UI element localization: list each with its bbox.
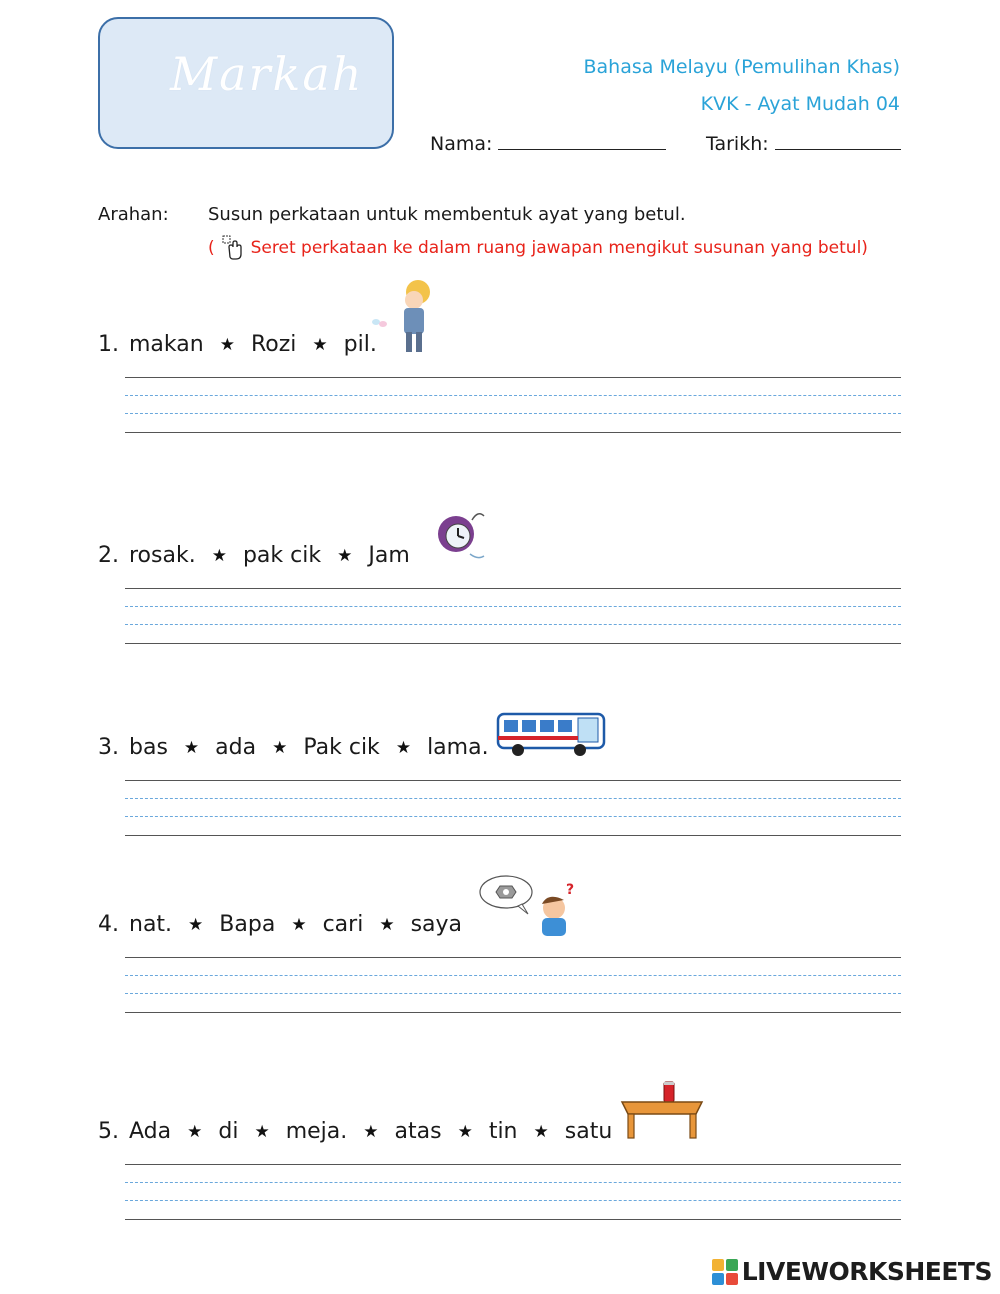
date-field[interactable] [706, 131, 901, 155]
bus-icon [496, 710, 608, 758]
name-blank[interactable] [498, 131, 666, 150]
answer-line-1[interactable] [125, 377, 901, 433]
liveworksheets-logo-icon [712, 1259, 738, 1285]
word-tile[interactable]: atas [394, 1119, 442, 1144]
star-separator-icon: ★ [291, 914, 307, 935]
star-separator-icon: ★ [183, 737, 200, 758]
date-label: Tarikh: [706, 133, 769, 155]
question-number: 2. [98, 543, 119, 568]
answer-line-5[interactable] [125, 1164, 901, 1220]
question-number: 3. [98, 735, 119, 760]
word-tile[interactable]: meja. [285, 1119, 348, 1144]
word-tile[interactable]: tin [488, 1119, 518, 1144]
question-number: 4. [98, 912, 119, 937]
word-tile[interactable]: cari [322, 912, 364, 937]
question-4 [98, 912, 464, 937]
question-5 [98, 1119, 614, 1144]
star-separator-icon: ★ [312, 334, 328, 355]
word-tile[interactable]: nat. [129, 912, 173, 937]
star-separator-icon: ★ [395, 737, 412, 758]
word-tile[interactable]: Jam [368, 543, 410, 568]
question-number: 1. [98, 332, 119, 357]
question-1 [98, 332, 379, 357]
word-tile[interactable]: satu [564, 1119, 613, 1144]
word-tile[interactable]: Ada [129, 1119, 172, 1144]
star-separator-icon: ★ [187, 1121, 203, 1142]
word-tile[interactable]: ada [215, 735, 257, 760]
question-2 [98, 543, 412, 568]
subject-title: Bahasa Melayu (Pemulihan Khas) [583, 56, 900, 78]
word-tile[interactable]: Bapa [219, 912, 276, 937]
liveworksheets-logo [712, 1257, 992, 1286]
word-tile[interactable]: bas [129, 735, 168, 760]
svg-text:?: ? [566, 882, 575, 898]
word-tile[interactable]: rosak. [129, 543, 196, 568]
answer-line-4[interactable] [125, 957, 901, 1013]
star-separator-icon: ★ [254, 1121, 270, 1142]
instruction-note [208, 235, 868, 261]
star-separator-icon: ★ [337, 545, 353, 566]
star-separator-icon: ★ [219, 334, 235, 355]
date-blank[interactable] [775, 131, 901, 150]
instruction-text: Susun perkataan untuk membentuk ayat yang betul. [208, 204, 686, 225]
word-tile[interactable]: makan [129, 332, 204, 357]
star-separator-icon: ★ [363, 1121, 379, 1142]
word-tile[interactable]: lama. [427, 735, 489, 760]
word-tile[interactable]: di [218, 1119, 239, 1144]
star-separator-icon: ★ [211, 545, 227, 566]
answer-line-2[interactable] [125, 588, 901, 644]
word-tile[interactable]: pak cik [242, 543, 322, 568]
star-separator-icon: ★ [379, 914, 395, 935]
instruction-label: Arahan: [98, 204, 169, 225]
note-text: Seret perkataan ke dalam ruang jawapan mengikut susunan yang betul) [250, 238, 868, 258]
broken-clock-icon [432, 500, 490, 566]
answer-line-3[interactable] [125, 780, 901, 836]
word-tile[interactable]: Pak cik [303, 735, 380, 760]
star-separator-icon: ★ [188, 914, 204, 935]
word-tile[interactable]: saya [410, 912, 463, 937]
question-3 [98, 735, 491, 760]
name-field[interactable] [430, 131, 666, 155]
star-separator-icon: ★ [457, 1121, 473, 1142]
boy-taking-pill-icon [368, 274, 448, 356]
star-separator-icon: ★ [533, 1121, 549, 1142]
word-tile[interactable]: pil. [343, 332, 377, 357]
drag-hand-icon [221, 235, 245, 261]
name-label: Nama: [430, 133, 493, 155]
note-paren: ( [208, 238, 215, 258]
word-tile[interactable]: Rozi [250, 332, 297, 357]
markah-score-box [98, 17, 394, 149]
markah-label: Markah [170, 47, 364, 101]
star-separator-icon: ★ [272, 737, 288, 758]
question-number: 5. [98, 1119, 119, 1144]
worksheet-code: KVK - Ayat Mudah 04 [700, 93, 900, 115]
liveworksheets-brand: LIVEWORKSHEETS [741, 1257, 992, 1286]
man-thinking-nut-icon [478, 872, 582, 938]
table-with-can-icon [620, 1080, 704, 1142]
